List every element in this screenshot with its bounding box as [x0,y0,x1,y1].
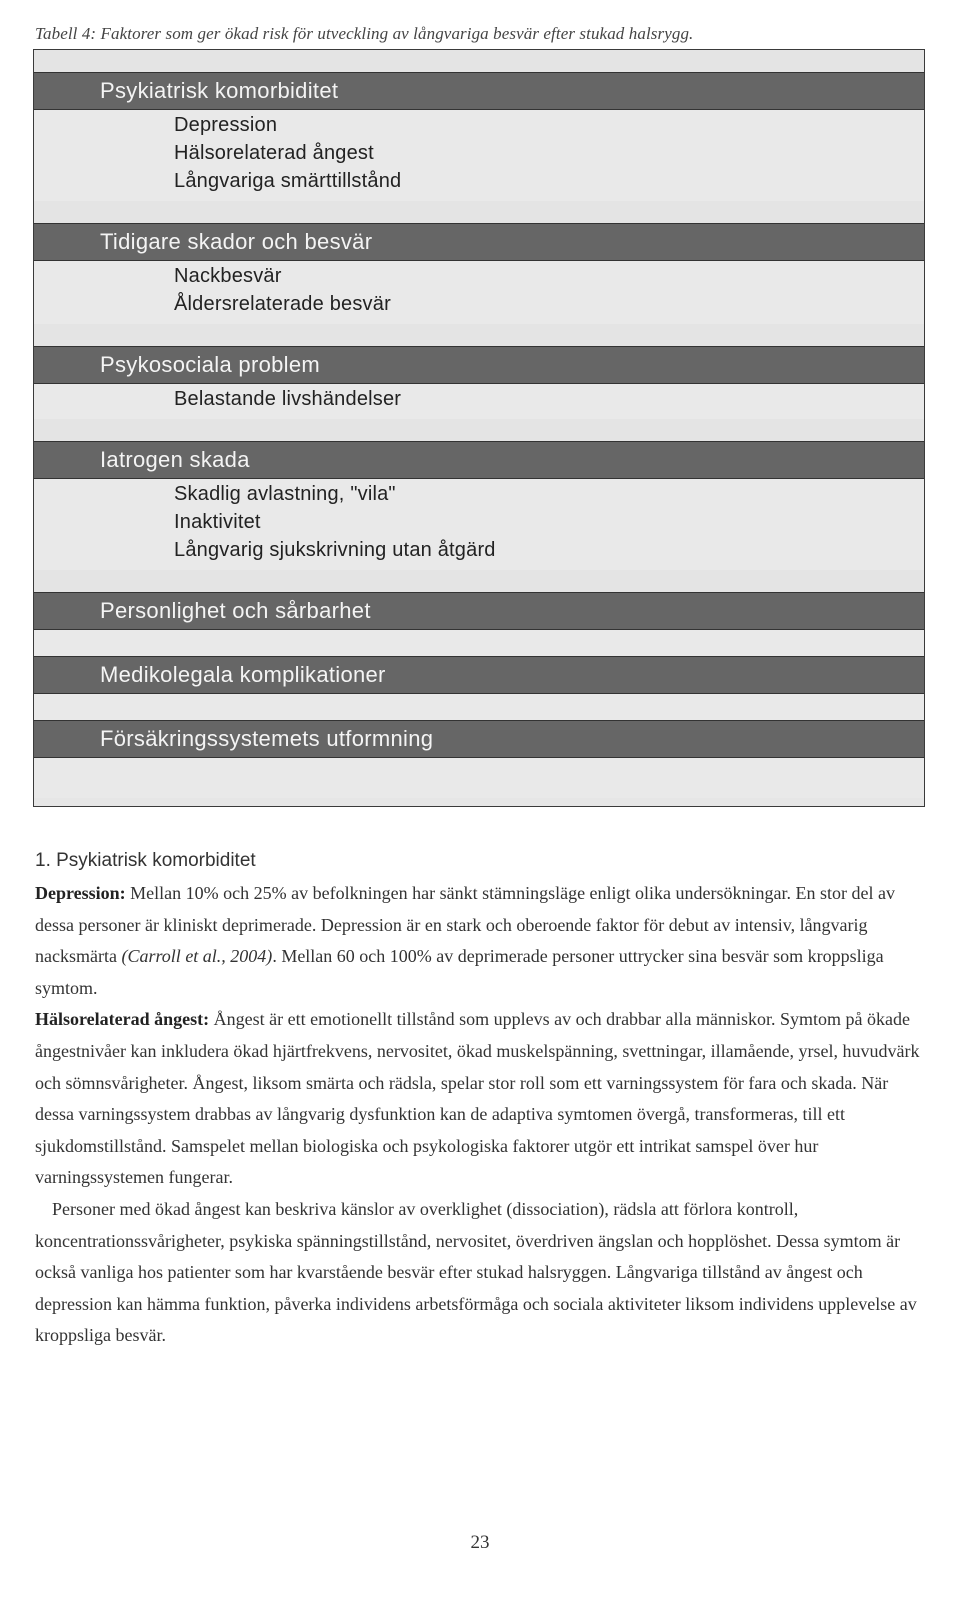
section-header-psykosociala: Psykosociala problem [34,346,924,384]
paragraph-anxiety [35,1004,925,1194]
paragraph-anxiety-symptoms: Personer med ökad ångest kan beskriva känslor av overklighet (dissociation), rädsla att förlora kontroll, koncentrationssvårigheter, psykiska spänningstillstånd, nervositet, överdriven ängslan och hopplöshet. Dessa symtom är också vanliga hos patienter som har kvarstående besvär efter stukad halsryggen. Långvariga tillstånd av ångest och depression kan hämma funktion, påverka individens arbetsförmåga och sociala aktiviteter liksom individens upplevelse av kroppsliga besvär. [35,1198,917,1346]
paragraph-text: . Mellan 60 och 100% av deprimerade personer uttrycker sina besvär som kroppsliga symtom. [35,946,884,998]
table-band [34,324,924,346]
table-caption: Tabell 4: Faktorer som ger ökad risk för utveckling av långvariga besvär efter stukad halsrygg. [35,24,694,43]
section-items-tidigare [34,261,924,324]
risk-factor-table [33,49,925,807]
table-band [34,570,924,592]
paragraph-text: Ångest är ett emotionellt tillstånd som upplevs av och drabbar alla människor. Symtom på ökade ångestnivåer kan inkludera ökad hjärtfrekvens, nervositet, ökad muskelspänning, svettningar, illamående, yrsel, huvudvärk och sömnsvårigheter. Ångest, liksom smärta och rädsla, spelar stor roll som ett varningssystem för fara och skada. När dessa varningssystem drabbas av långvarig dysfunktion kan de adaptiva symtomen övergå, transformeras, till ett sjukdomstillstånd. Samspelet mellan biologiska och psykologiska faktorer utgör ett intrikat samspel över hur varningssystemen fungerar. [35,1009,920,1188]
section-header-iatrogen: Iatrogen skada [34,441,924,479]
factor-item: Nackbesvär [174,265,282,287]
term-anxiety: Hälsorelaterad ångest: [35,1009,210,1030]
paragraph-text: Mellan 10% och 25% av befolkningen har sänkt stämningsläge enligt olika undersökningar. En stor del av dessa personer är kliniskt deprimerade. Depression är en stark och oberoende faktor för debut av intensiv, långvarig nacksmärta [35,883,895,967]
factor-item: Skadlig avlastning, "vila" [174,483,396,505]
section-heading: 1. Psykiatrisk komorbiditet [35,850,256,871]
section-items-psykosociala [34,384,924,419]
term-depression: Depression: [35,883,126,903]
page-number: 23 [470,1532,490,1553]
factor-item: Åldersrelaterade besvär [174,293,391,315]
section-header-medikolegala: Medikolegala komplikationer [34,656,924,694]
section-items-psykiatrisk [34,110,924,201]
paragraph-depression [35,878,925,1004]
factor-item: Depression [174,114,278,136]
citation: (Carroll et al., 2004) [121,946,273,967]
section-header-personlighet: Personlighet och sårbarhet [34,592,924,630]
section-empty-row [34,758,924,798]
section-header-forsakring: Försäkringssystemets utformning [34,720,924,758]
section-header-psykiatrisk: Psykiatrisk komorbiditet [34,72,924,110]
factor-item: Inaktivitet [174,511,261,533]
table-band [34,419,924,441]
body-text [35,878,925,1352]
factor-item: Långvarig sjukskrivning utan åtgärd [174,539,496,561]
section-header-tidigare: Tidigare skador och besvär [34,223,924,261]
factor-item: Långvariga smärttillstånd [174,170,402,192]
section-items-iatrogen [34,479,924,570]
table-top-band [34,50,924,72]
table-band [34,201,924,223]
factor-item: Hälsorelaterad ångest [174,142,374,164]
factor-item: Belastande livshändelser [174,388,402,410]
section-empty-row [34,630,924,656]
section-empty-row [34,694,924,720]
